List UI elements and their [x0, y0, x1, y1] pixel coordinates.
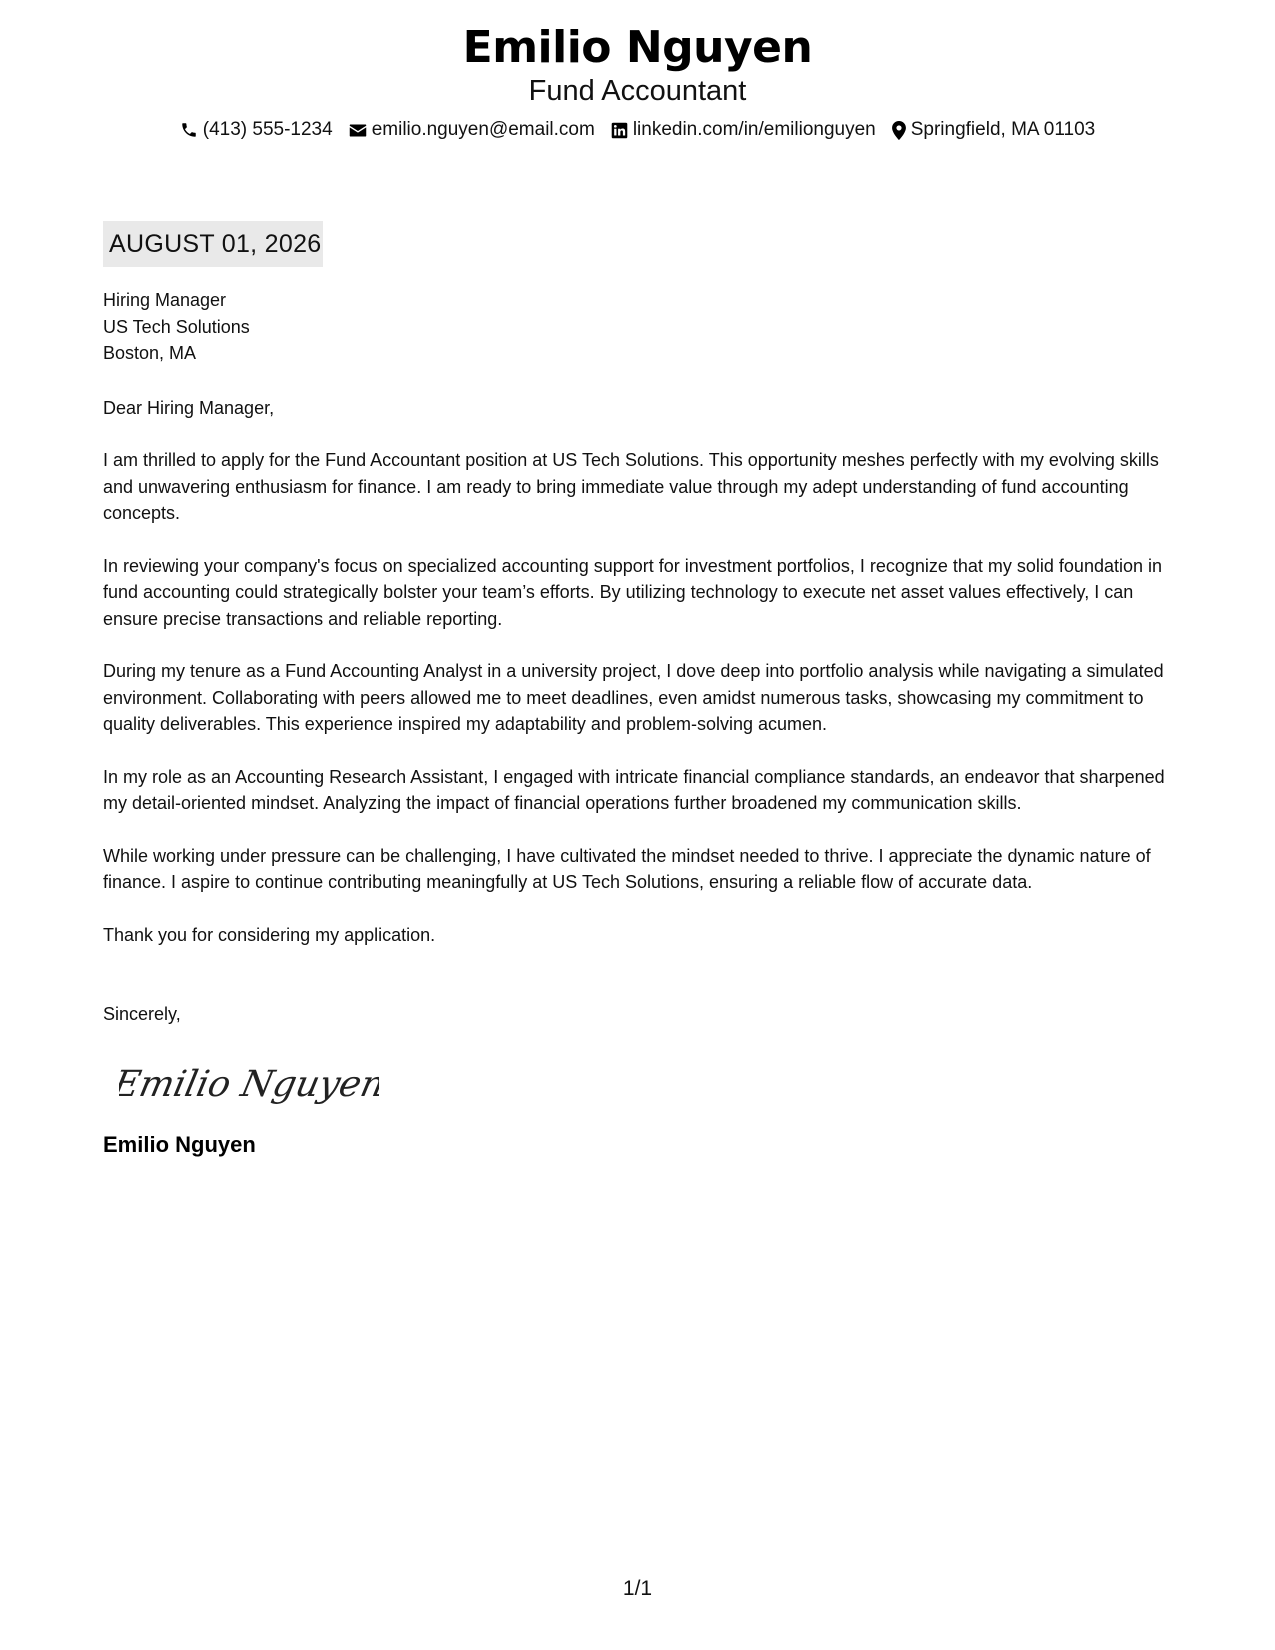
contact-email[interactable] — [349, 118, 595, 142]
contact-phone — [180, 118, 333, 142]
closing-line: Sincerely, — [103, 1004, 181, 1024]
paragraph-research-assistant: In my role as an Accounting Research Assistant, I engaged with intricate financial compliance standards, an endeavor that sharpened my detail-oriented mindset. Analyzing the impact of financial operations further broadened my communication skills. — [103, 766, 1165, 813]
paragraph-pressure: While working under pressure can be challenging, I have cultivated the mindset needed to thrive. I appreciate the dynamic nature of finance. I aspire to continue contributing meaningfully at US Tech Solutions, ensuring a reliable flow of accurate data. — [103, 845, 1151, 892]
contact-bar — [0, 118, 1275, 142]
contact-linkedin[interactable] — [611, 118, 876, 142]
contact-location — [892, 118, 1096, 142]
location-text: Springfield, MA 01103 — [910, 119, 1096, 140]
paragraph-company-focus: In reviewing your company's focus on specialized accounting support for investment portfolios, I recognize that my solid foundation in fund accounting could strategically bolster your team’s efforts. By utilizing technology to execute net asset values effectively, I can ensure precise transactions and reliable reporting. — [103, 555, 1163, 629]
letter-header — [0, 22, 1275, 142]
linkedin-icon — [611, 122, 628, 139]
letter-date: AUGUST 01, 2026 — [103, 221, 323, 267]
recipient-company: US Tech Solutions — [103, 316, 250, 337]
phone-number: (413) 555-1234 — [202, 119, 333, 140]
applicant-title: Fund Accountant — [528, 75, 747, 107]
envelope-icon — [349, 123, 367, 138]
paragraph-analyst-experience: During my tenure as a Fund Accounting Analyst in a university project, I dove deep into portfolio analysis while navigating a simulated environment. Collaborating with peers allowed me to meet deadlines, even amidst numerous tasks, showcasing my commitment to quality deliverables. This experience inspired my adaptability and problem-solving acumen. — [103, 661, 1164, 734]
recipient-block — [103, 287, 1178, 367]
salutation: Dear Hiring Manager, — [103, 397, 275, 418]
applicant-name: Emilio Nguyen — [462, 22, 813, 73]
map-pin-icon — [892, 121, 906, 140]
recipient-location: Boston, MA — [103, 343, 197, 363]
email-address[interactable]: emilio.nguyen@email.com — [371, 119, 595, 140]
linkedin-url[interactable]: linkedin.com/in/emilionguyen — [632, 119, 876, 140]
signed-name: Emilio Nguyen — [103, 1131, 256, 1157]
paragraph-thanks: Thank you for considering my application. — [103, 924, 436, 945]
paragraph-intro: I am thrilled to apply for the Fund Accountant position at US Tech Solutions. This opportunity meshes perfectly with my evolving skills and unwavering enthusiasm for finance. I am ready to bring immediate value through my adept understanding of fund accounting concepts. — [103, 450, 1159, 523]
page-number: 1/1 — [622, 1577, 653, 1600]
phone-icon — [180, 121, 198, 139]
handwritten-signature — [119, 1050, 379, 1120]
signature-text: Emilio Nguyen — [119, 1061, 379, 1105]
recipient-name: Hiring Manager — [103, 290, 227, 310]
letter-body — [103, 221, 1178, 1159]
